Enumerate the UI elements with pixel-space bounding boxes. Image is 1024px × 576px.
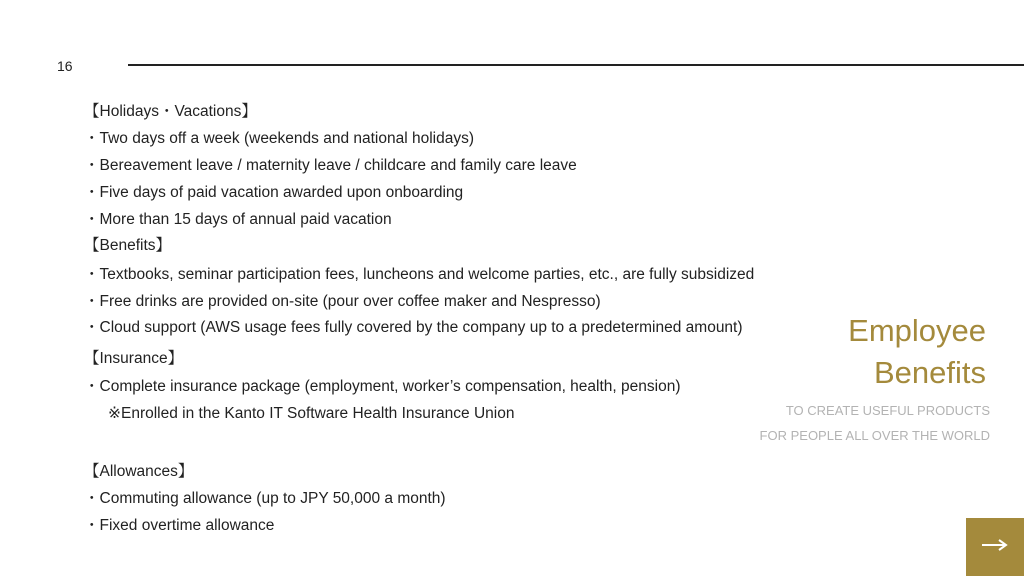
section-heading-allowances: 【Allowances】 [84,463,194,480]
section-heading-holidays: 【Holidays・Vacations】 [84,103,257,120]
section-heading-insurance: 【Insurance】 [84,350,184,367]
page-number: 16 [57,58,73,74]
page-title-line-2: Benefits [873,355,986,390]
list-item: ・Complete insurance package (employment, worker’s compensation, health, pension) [84,378,681,395]
list-item: ・Bereavement leave / maternity leave / childcare and family care leave [84,157,577,174]
next-page-button[interactable] [966,518,1024,576]
list-item: ・Commuting allowance (up to JPY 50,000 a month) [84,490,446,507]
list-item: ・More than 15 days of annual paid vacation [84,211,392,228]
list-item: ・Two days off a week (weekends and national holidays) [84,130,475,147]
list-item: ・Five days of paid vacation awarded upon onboarding [84,184,464,201]
list-item: ・Cloud support (AWS usage fees fully covered by the company up to a predetermined amount) [84,319,743,336]
list-item: ・Textbooks, seminar participation fees, luncheons and welcome parties, etc., are fully subsidized [84,266,755,283]
header-rule [128,64,1024,66]
arrow-right-icon [981,538,1009,557]
list-note: ※Enrolled in the Kanto IT Software Health Insurance Union [108,405,515,422]
page-title-line-1: Employee [848,313,986,348]
list-item: ・Fixed overtime allowance [84,517,275,534]
tagline-line-2: FOR PEOPLE ALL OVER THE WORLD [759,428,990,443]
page-title [786,310,986,394]
list-item: ・Free drinks are provided on-site (pour over coffee maker and Nespresso) [84,293,601,310]
tagline-line-1: TO CREATE USEFUL PRODUCTS [785,403,990,418]
section-heading-benefits: 【Benefits】 [84,237,172,254]
